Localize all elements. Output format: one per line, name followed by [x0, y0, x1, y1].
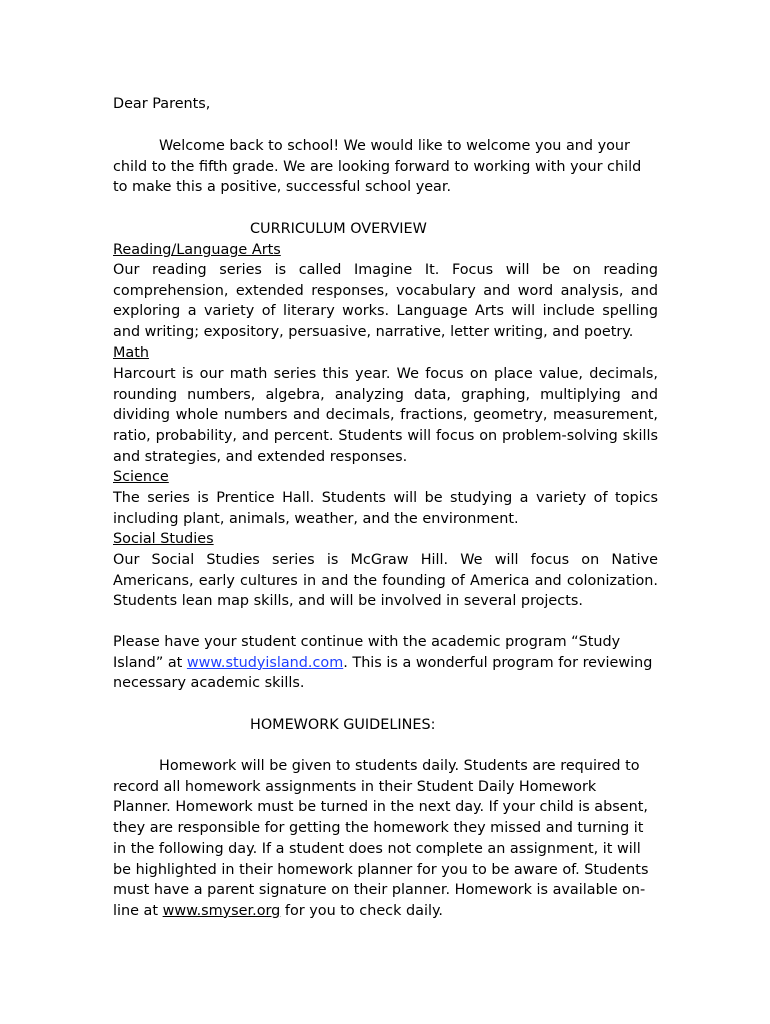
science-subheading: Science — [113, 469, 169, 485]
study-island-paragraph — [113, 632, 661, 694]
science-paragraph: The series is Prentice Hall. Students will be studying a variety of topics including plant, animals, weather, and the environment. — [113, 490, 658, 527]
social-studies-subheading: Social Studies — [113, 531, 214, 547]
math-paragraph: Harcourt is our math series this year. We focus on place value, decimals, rounding numbers, algebra, analyzing data, graphing, multiplying and dividing whole numbers and decimals, fractions, geometry, measurement, ratio, probability, and percent. Students will focus on problem-solving skills and strategies, and extended responses. — [113, 366, 658, 465]
study-island-text-before: Please have your student continue with the academic program “Study Island” at — [113, 634, 621, 671]
homework-paragraph — [113, 756, 653, 922]
homework-heading: HOMEWORK GUIDELINES: — [250, 717, 436, 733]
reading-subheading: Reading/Language Arts — [113, 242, 281, 258]
homework-text: Homework will be given to students daily. Students are required to record all homework assignments in their Student Daily Homework Planner. Homework must be turned in the next day. If your child is absent, they are responsible for getting the homework they missed and turning it in the following day. If a student does not complete an assignment, it will be highlighted in their homework planner for you to be aware of. Students must have a parent signature on their planner. Homework is available on-line at — [113, 758, 649, 919]
math-subheading: Math — [113, 345, 149, 361]
greeting: Dear Parents, — [113, 96, 211, 112]
smyser-link[interactable]: www.smyser.org — [162, 902, 281, 919]
social-studies-paragraph: Our Social Studies series is McGraw Hill. We will focus on Native Americans, early cultures in and the founding of America and colonization. Students lean map skills, and will be involved in several projects. — [113, 552, 658, 610]
study-island-text-after: . This is a wonderful program for reviewing necessary academic skills. — [113, 654, 653, 692]
reading-paragraph: Our reading series is called Imagine It. Focus will be on reading comprehension, extended responses, vocabulary and word analysis, and exploring a variety of literary works. Language Arts will include spelling and writing; expository, persuasive, narrative, letter writing, and poetry. — [113, 262, 658, 341]
studyisland-link[interactable]: www.studyisland.com — [186, 654, 344, 671]
curriculum-heading: CURRICULUM OVERVIEW — [250, 221, 427, 237]
welcome-paragraph: Welcome back to school! We would like to welcome you and your child to the fifth grade. We are looking forward to working with your child to make this a positive, successful school year. — [113, 138, 642, 196]
homework-text-after: for you to check daily. — [280, 902, 443, 919]
